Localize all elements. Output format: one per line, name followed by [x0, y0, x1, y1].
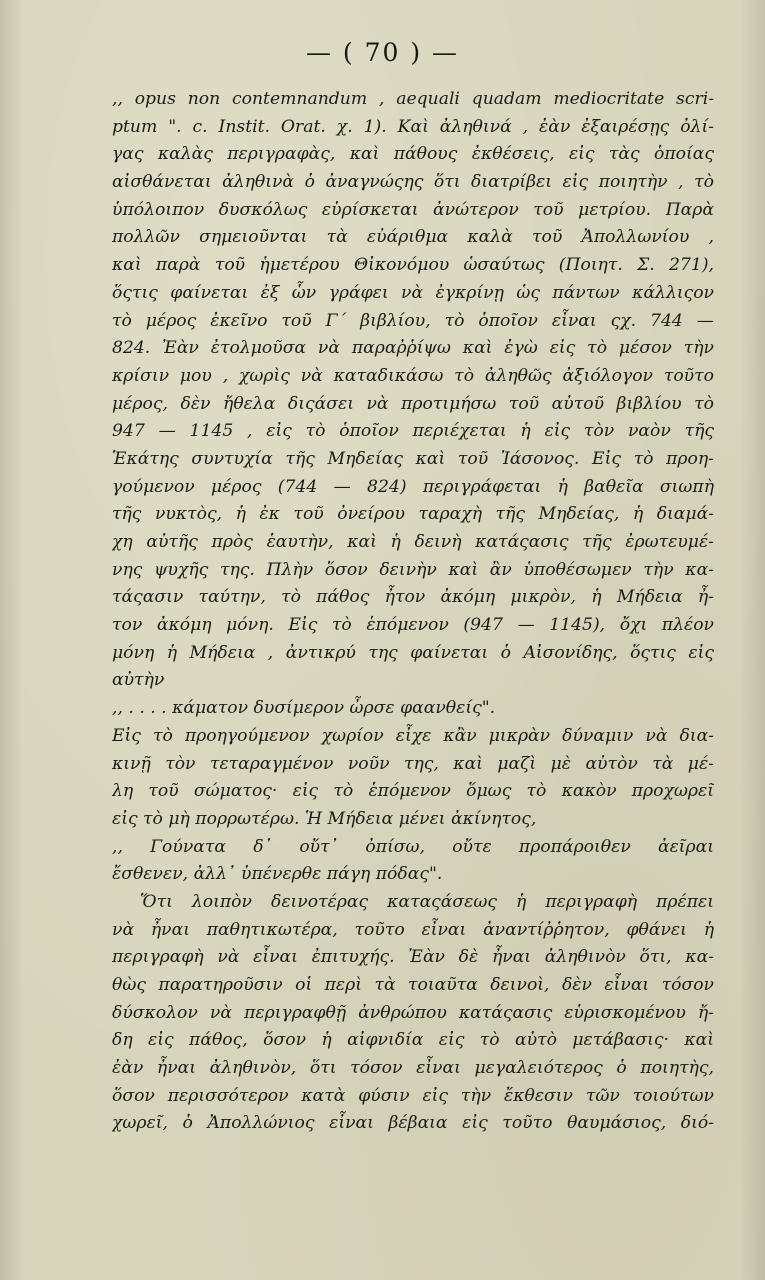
text-line: τῆς νυκτὸς, ἡ ἐκ τοῦ ὀνείρου ταραχὴ τῆς Μηδείας, ἡ διαμά- — [112, 504, 714, 525]
text-line: κινῇ τὸν τεταραγμένον νοῦν της, καὶ μαζὶ μὲ αὐτὸν τὰ μέ- — [112, 753, 714, 774]
text-line: τον ἀκόμη μόνη. Εἰς τὸ ἑπόμενον (947 — 1145), ὄχι πλέον — [112, 615, 714, 636]
text-line: 824. Ἐὰν ἐτολμοῦσα νὰ παραῤῥίψω καὶ ἐγὼ εἰς τὸ μέσον τὴν — [112, 338, 714, 359]
text-line: ἔσθενεν, ἀλλ᾽ ὑπένερθε πάγη πόδας". — [112, 864, 443, 885]
text-line: τάςασιν ταύτην, τὸ πάθος ἦτον ἀκόμη μικρὸν, ἡ Μήδεια ἦ- — [112, 587, 714, 608]
text-line: ὅσον περισσότερον κατὰ φύσιν εἰς τὴν ἔκθεσιν τῶν τοιούτων — [112, 1085, 714, 1106]
text-line: μέρος, δὲν ἤθελα διςάσει νὰ προτιμήσω τοῦ αὐτοῦ βιβλίου τὸ — [112, 393, 714, 414]
text-line: ὅςτις φαίνεται ἐξ ὧν γράφει νὰ ἐγκρίνῃ ὡς πάντων κάλλιςον — [112, 282, 714, 303]
text-line: ἐὰν ἦναι ἀληθινὸν, ὅτι τόσον εἶναι μεγαλειότερος ὁ ποιητὴς, — [112, 1058, 714, 1079]
text-line: καὶ παρὰ τοῦ ἡμετέρου Θἰκονόμου ὡσαύτως (Ποιητ. Σ. 271), — [112, 255, 714, 276]
text-line: αὐτὴν — [112, 670, 165, 691]
text-line: λη τοῦ σώματος· εἰς τὸ ἑπόμενον ὅμως τὸ κακὸν προχωρεῖ — [112, 781, 714, 802]
text-line: ptum ". c. Instit. Orat. χ. 1). Καὶ ἀληθινά , ἐὰν ἐξαιρέσῃς ὀλί- — [112, 116, 714, 137]
text-line: δύσκολον νὰ περιγραφθῇ ἀνθρώπου κατάςασις εὑρισκομένου ἤ- — [112, 1002, 714, 1023]
text-line: εἰς τὸ μὴ πορρωτέρω. Ἡ Μήδεια μένει ἀκίνητος, — [112, 808, 537, 829]
text-line: αἰσθάνεται ἀληθινὰ ὁ ἀναγνώςης ὅτι διατρίβει εἰς ποιητὴν , τὸ — [112, 172, 714, 193]
text-line: γας καλὰς περιγραφὰς, καὶ πάθους ἐκθέσεις, εἰς τὰς ὁποίας — [112, 144, 714, 165]
text-line: Εἰς τὸ προηγούμενον χωρίον εἶχε κἂν μικρὰν δύναμιν νὰ δια- — [112, 725, 714, 746]
text-line: δη εἰς πάθος, ὅσον ἡ αἰφνιδία εἰς τὸ αὐτὸ μετάβασις· καὶ — [112, 1030, 714, 1051]
text-line: μόνη ἡ Μήδεια , ἀντικρύ της φαίνεται ὁ Αἰσονίδης, ὅςτις εἰς — [112, 642, 714, 663]
text-line: κρίσιν μου , χωρὶς νὰ καταδικάσω τὸ ἀληθῶς ἀξιόλογον τοῦτο — [112, 365, 714, 386]
text-line: θὼς παρατηροῦσιν οἱ περὶ τὰ τοιαῦτα δεινοὶ, δὲν εἶναι τόσον — [112, 975, 714, 995]
text-line: πολλῶν σημειοῦνται τὰ εὐάριθμα καλὰ τοῦ Ἀπολλωνίου , — [112, 227, 714, 248]
page-number-header: — ( 70 ) — — [305, 38, 460, 67]
text-line: ὑπόλοιπον δυσκόλως εὑρίσκεται ἀνώτερον τοῦ μετρίου. Παρὰ — [112, 199, 714, 220]
text-line: Ὅτι λοιπὸν δεινοτέρας καταςάσεως ἡ περιγραφὴ πρέπει — [140, 891, 714, 912]
text-line: ,, . . . . κάματον δυσίμερον ὦρσε φαανθείς". — [112, 698, 496, 719]
text-line: περιγραφὴ νὰ εἶναι ἐπιτυχής. Ἐὰν δὲ ἦναι ἀληθινὸν ὅτι, κα- — [112, 947, 714, 968]
text-line: νης ψυχῆς της. Πλὴν ὅσον δεινὴν καὶ ἂν ὑποθέσωμεν τὴν κα- — [112, 559, 714, 580]
text-line: γούμενον μέρος (744 — 824) περιγράφεται ἡ βαθεῖα σιωπὴ — [112, 476, 714, 497]
text-line: χη αὐτῆς πρὸς ἑαυτὴν, καὶ ἡ δεινὴ κατάςασις τῆς ἐρωτευμέ- — [112, 532, 714, 552]
text-line: Ἑκάτης συντυχία τῆς Μηδείας καὶ τοῦ Ἰάσονος. Εἰς τὸ προη- — [112, 448, 714, 469]
page-right-edge — [741, 0, 765, 1280]
text-line: ,, Γούνατα δ᾽ οὔτ᾽ ὀπίσω, οὔτε προπάροιθεν ἀεῖραι — [112, 836, 714, 857]
text-line: χωρεῖ, ὁ Ἀπολλώνιος εἶναι βέβαια εἰς τοῦτο θαυμάσιος, διό- — [112, 1113, 714, 1134]
text-line: νὰ ἦναι παθητικωτέρα, τοῦτο εἶναι ἀναντίῤῥητον, φθάνει ἡ — [112, 919, 714, 940]
text-line: 947 — 1145 , εἰς τὸ ὁποῖον περιέχεται ἡ εἰς τὸν ναὸν τῆς — [112, 421, 714, 442]
body-text — [112, 86, 714, 1138]
text-line: ,, opus non contemnandum , aequali quadam mediocritate scri- — [112, 89, 714, 109]
page-left-edge — [0, 0, 24, 1280]
text-line: τὸ μέρος ἐκεῖνο τοῦ Γ΄ βιβλίου, τὸ ὁποῖον εἶναι ςχ. 744 — — [112, 310, 714, 331]
